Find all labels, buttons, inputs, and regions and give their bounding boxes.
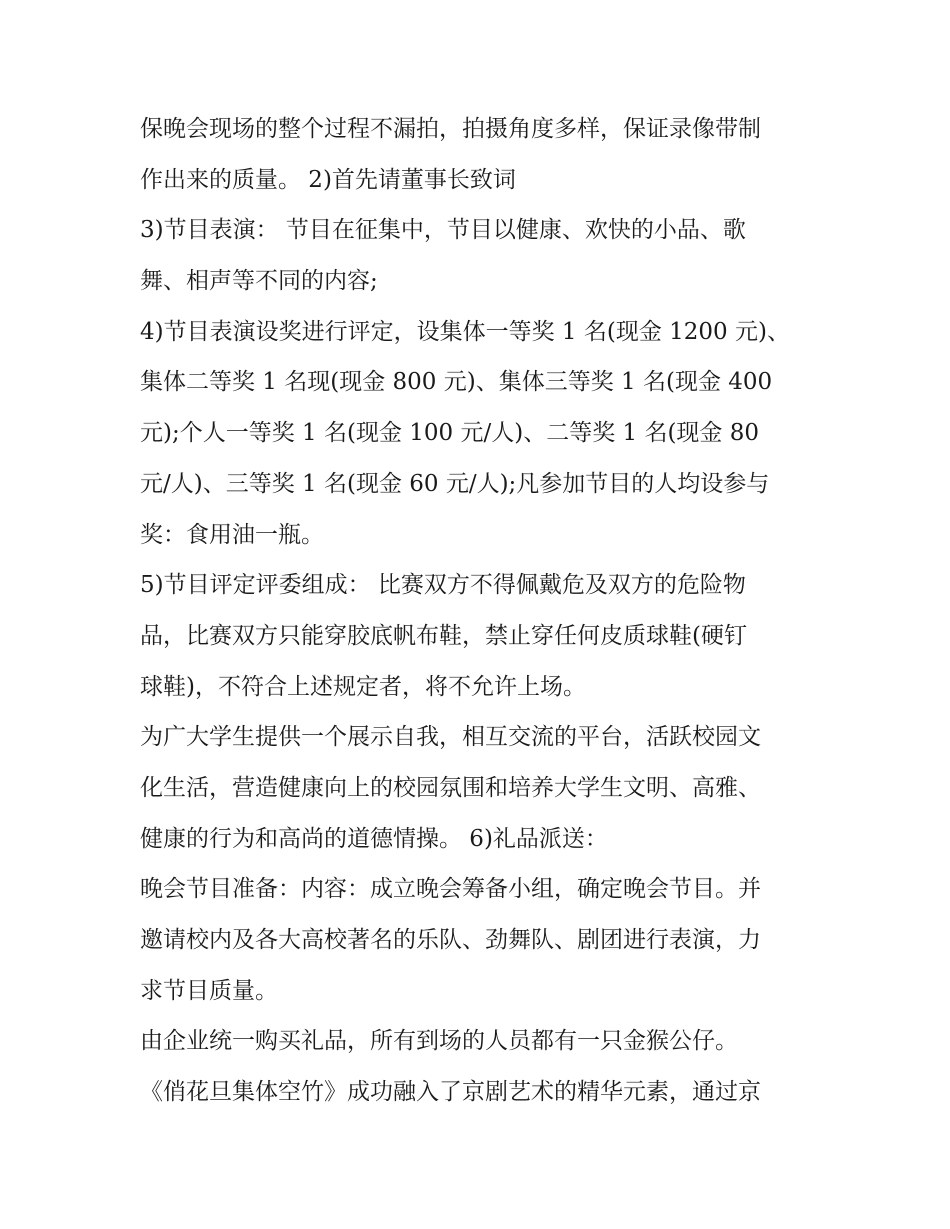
text-line: 由企业统一购买礼品，所有到场的人员都有一只金猴公仔。 [140, 1028, 738, 1055]
text-line: 健康的行为和高尚的道德情操。 6)礼品派送： [140, 825, 608, 852]
text-line: 作出来的质量。 2)首先请董事长致词 [140, 166, 516, 193]
text-line: 邀请校内及各大高校著名的乐队、劲舞队、剧团进行表演，力 [140, 927, 761, 953]
text-line: 保晚会现场的整个过程不漏拍，拍摄角度多样，保证录像带制 [140, 116, 761, 142]
text-line: 元);个人一等奖 1 名(现金 100 元/人)、二等奖 1 名(现金 80 [140, 420, 760, 447]
text-line: 为广大学生提供一个展示自我，相互交流的平台，活跃校园文 [140, 724, 761, 751]
text-line: 球鞋)，不符合上述规定者，将不允许上场。 [140, 673, 586, 700]
text-line: 求节目质量。 [140, 977, 278, 1004]
text-line: 《俏花旦集体空竹》成功融入了京剧艺术的精华元素，通过京 [140, 1079, 761, 1106]
text-line: 5)节目评定评委组成： 比赛双方不得佩戴危及双方的危险物 [140, 572, 746, 599]
document-body [140, 104, 820, 1118]
text-line: 化生活，营造健康向上的校园氛围和培养大学生文明、高雅、 [140, 774, 761, 801]
text-line: 奖：食用油一瓶。 [140, 521, 324, 548]
text-line: 4)节目表演设奖进行评定，设集体一等奖 1 名(现金 1200 元)、 [140, 318, 790, 345]
text-line: 3)节目表演： 节目在征集中，节目以健康、欢快的小品、歌 [140, 217, 746, 244]
text-line: 晚会节目准备：内容：成立晚会筹备小组，确定晚会节目。并 [140, 876, 761, 903]
text-line: 元/人)、三等奖 1 名(现金 60 元/人);凡参加节目的人均设参与 [140, 470, 770, 497]
text-line: 品，比赛双方只能穿胶底帆布鞋，禁止穿任何皮质球鞋(硬钉 [140, 622, 747, 649]
text-line: 集体二等奖 1 名现(现金 800 元)、集体三等奖 1 名(现金 400 [140, 369, 773, 396]
text-line: 舞、相声等不同的内容; [140, 268, 378, 295]
